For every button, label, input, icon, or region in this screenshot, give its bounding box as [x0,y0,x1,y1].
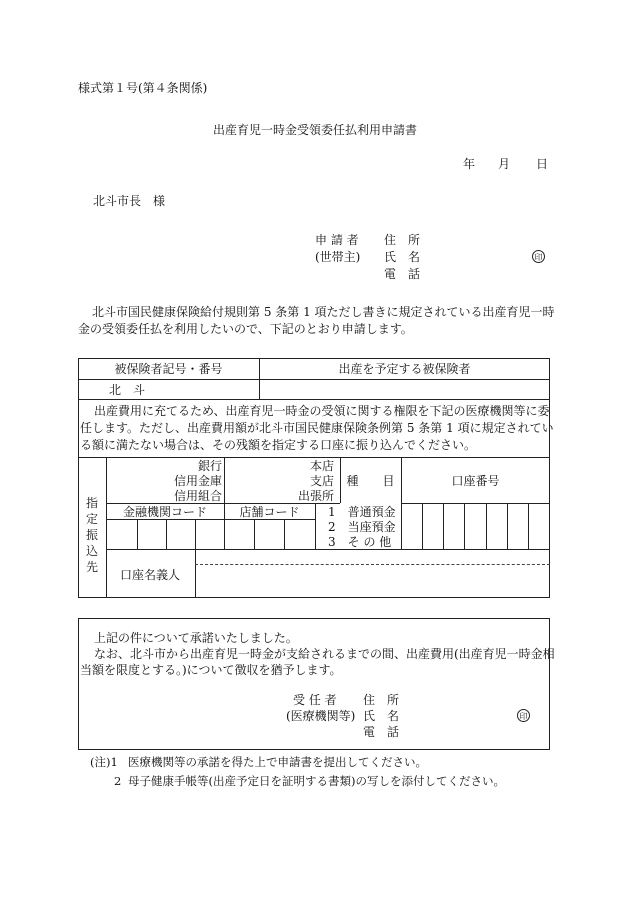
bank-type-label: 信用金庫 [173,474,222,488]
insured-number-header: 被保険者記号・番号 [114,362,223,376]
account-number-header: 口座番号 [451,474,500,488]
digit-cell-line [137,519,138,549]
table-line [315,503,316,549]
bank-code-label: 金融機関コード [122,505,207,519]
table-line [78,457,550,458]
delegate-phone-label: 電 話 [363,725,400,739]
applicant-phone-label: 電 話 [384,267,421,281]
addressee: 北斗市長 様 [93,194,166,208]
applicant-address-label: 住 所 [384,233,421,247]
digit-cell-line [528,503,529,549]
table-line [106,503,340,504]
delegation-line-1: 出産費用に充てるため、出産育児一時金の受領に関する権限を下記の医療機関等に委 [94,404,550,418]
account-kind-header: 種 目 [346,474,395,488]
branch-type-label: 出張所 [297,489,334,503]
note-1-prefix: (注)1 [90,755,118,769]
side-label-char: 先 [85,560,98,574]
digit-cell-line [254,519,255,549]
delegate-role: 受 任 者 [293,693,337,707]
intro-line-1: 北斗市国民健康保険給付規則第 5 条第 1 項ただし書きに規定されている出産育児一時 [92,305,555,319]
branch-type-label: 本店 [309,459,334,473]
account-kind-option: 2 当座預金 [328,520,396,534]
date-day-label: 日 [536,157,549,171]
delegate-seal-mark: 印 [517,709,530,722]
account-kind-option: 3 そ の 他 [328,535,392,549]
insured-number-value: 北 斗 [109,383,146,397]
side-label-char: 振 [85,528,98,542]
account-holder-divider [195,564,550,565]
consent-line-3: 当額を限度とする。)について徴収を猶予します。 [80,663,342,677]
digit-cell-line [443,503,444,549]
table-line [78,379,550,380]
note-2-prefix: 2 [114,774,122,788]
branch-type-label: 支店 [309,474,334,488]
delegation-line-3: る額に満たない場合は、その残額を指定する口座に振り込んでください。 [80,438,477,452]
digit-cell-line [284,519,285,549]
side-label-char: 込 [85,544,98,558]
bank-type-label: 銀行 [197,459,222,473]
date-year-label: 年 [463,157,476,171]
digit-cell-line [486,503,487,549]
digit-cell-line [195,519,196,549]
digit-cell-line [507,503,508,549]
form-number: 様式第１号(第４条関係) [78,81,208,95]
account-holder-label: 口座名義人 [120,568,181,582]
delegation-line-2: 任します。ただし、出産費用額が北斗市国民健康保険条例第 5 条第 1 項に規定されてい [80,421,554,435]
note-2-text: 母子健康手帳等(出産予定日を証明する書類)の写しを添付してください。 [128,774,505,788]
applicant-role-sub: (世帯主) [315,250,361,264]
branch-code-label: 店舗コード [239,505,300,519]
digit-cell-line [422,503,423,549]
expectant-insured-header: 出産を予定する被保険者 [338,362,471,376]
delegate-role-sub: (医療機関等) [286,709,356,723]
applicant-role: 申 請 者 [315,233,359,247]
applicant-seal-mark: 印 [532,250,545,263]
table-line [195,549,196,598]
consent-line-1: 上記の件について承諾いたしました。 [94,631,298,645]
account-kind-option: 1 普通預金 [328,505,396,519]
delegate-address-label: 住 所 [363,693,400,707]
note-1-text: 医療機関等の承諾を得た上で申請書を提出してください。 [128,755,427,769]
table-line [106,549,550,550]
digit-cell-line [166,519,167,549]
bank-type-label: 信用組合 [173,489,222,503]
table-line [78,399,550,400]
delegate-name-label: 氏 名 [363,709,400,723]
intro-line-2: 金の受領委任払を利用したいので、下記のとおり申請します。 [78,322,413,336]
form-title: 出産育児一時金受領委任払利用申請書 [212,123,417,137]
side-label-char: 定 [85,512,98,526]
side-label-char: 指 [85,496,98,510]
digit-cell-line [464,503,465,549]
consent-line-2: なお、北斗市から出産育児一時金が支給されるまでの間、出産費用(出産育児一時金相 [94,647,555,661]
applicant-name-label: 氏 名 [384,250,421,264]
date-month-label: 月 [498,157,511,171]
